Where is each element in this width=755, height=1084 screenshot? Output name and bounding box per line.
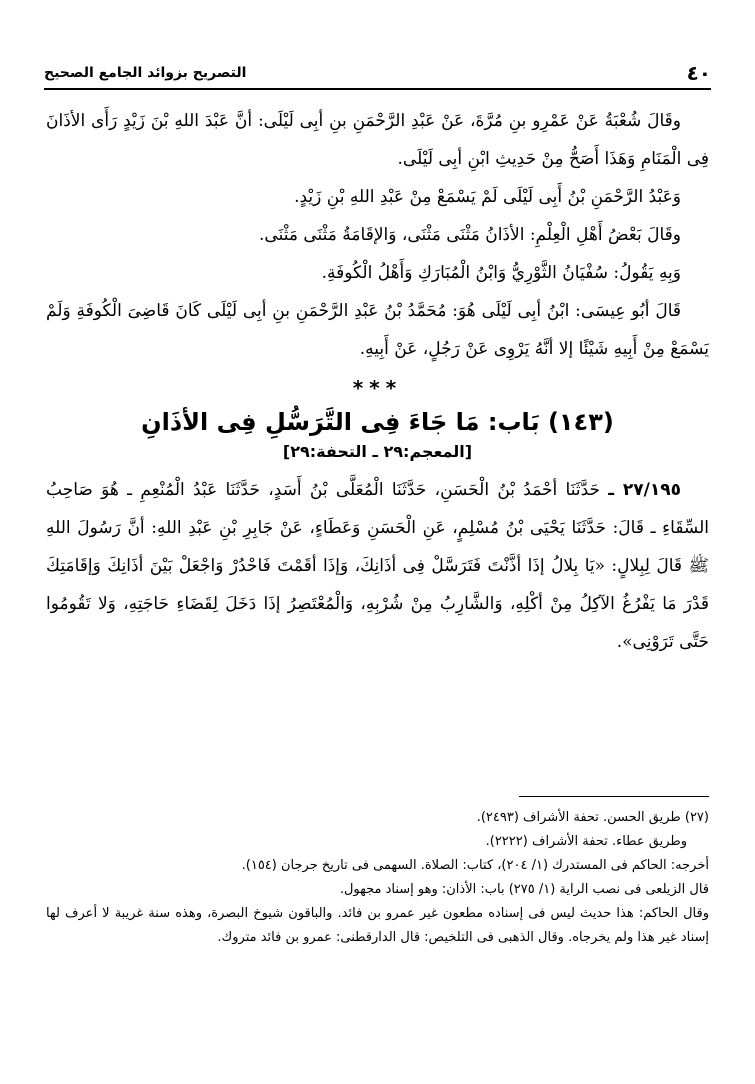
footnote: قال الزيلعى فى نصب الراية (١/ ٢٧٥) باب: الأذان: وهو إسناد مجهول. xyxy=(339,882,709,897)
footnote: (٢٧) طريق الحسن. تحفة الأشراف (٢٤٩٣). xyxy=(476,810,709,825)
page-header xyxy=(44,58,711,90)
paragraph: وَعَبْدُ الرَّحْمَنِ بْنُ أَبِى لَيْلَى لَمْ يَسْمَعْ مِنْ عَبْدِ اللهِ بْنِ زَيْدٍ. xyxy=(294,187,681,207)
footnote: وقال الحاكم: هذا حديث ليس فى إسناده مطعون غير عمرو بن فائد. والباقون شيوخ البصرة، وهذه سنة غريبة لا أعرف لها إسناد غير هذا ولم يخرجاه. وقال الذهبى فى التلخيص: قال الدارقطنى: عمرو بن فائد متروك. xyxy=(46,906,709,945)
chapter-reference: [المعجم:٢٩ ـ التحفة:٢٩] xyxy=(282,442,473,461)
running-title: التصريح بزوائد الجامع الصحيح xyxy=(44,65,247,81)
section-separator: *** xyxy=(352,376,403,400)
paragraph: وَبِهِ يَقُولُ: سُفْيَانُ الثَّوْرِيُّ وَابْنُ الْمُبَارَكِ وَأَهْلُ الْكُوفَةِ. xyxy=(321,263,681,283)
footnotes xyxy=(46,806,709,950)
paragraph: قَالَ أبُو عِيسَى: ابْنُ أبِى لَيْلَى هُوَ: مُحَمَّدُ بْنُ عَبْدِ الرَّحْمَنِ بنِ أبِى لَيْلَى كَانَ قَاضِىَ الْكُوفَةِ وَلَمْ يَسْمَعْ مِنْ أَبِيهِ شَيْئًا إلا أنَّهُ يَرْوِى عَنْ رَجُلٍ، عَنْ أَبِيهِ. xyxy=(46,301,709,359)
hadith-number: ٢٧/١٩٥ ـ xyxy=(608,480,681,500)
chapter-title: (١٤٣) بَاب: مَا جَاءَ فِى التَّرَسُّلِ فِى الأذَانِ xyxy=(141,408,614,436)
paragraph: وقَالَ شُعْبَةُ عَنْ عَمْرِو بنِ مُرَّةَ، عَنْ عَبْدِ الرَّحْمَنِ بنِ أبِى لَيْلَى: أنَّ عَبْدَ اللهِ بْنَ زَيْدٍ رَأَى الأذَانَ فِى الْمَنَامِ وَهَذَا أَصَحُّ مِنْ حَدِيثِ ابْنِ أبِى لَيْلَى. xyxy=(46,111,709,169)
main-text xyxy=(46,102,709,661)
footnote-divider xyxy=(519,796,709,797)
paragraph: وقَالَ بَعْضُ أَهْلِ الْعِلْمِ: الأذَانُ مَثْنَى مَثْنَى، وَالإقَامَةُ مَثْنَى مَثْنَى. xyxy=(259,225,681,245)
footnote: أخرجه: الحاكم فى المستدرك (١/ ٢٠٤)، كتاب: الصلاة. السهمى فى تاريخ جرجان (١٥٤). xyxy=(241,858,709,873)
hadith xyxy=(46,471,709,661)
hadith-text: حَدَّثَنَا أحْمَدُ بْنُ الْحَسَنِ، حَدَّثَنَا الْمُعَلَّى بْنُ أَسَدٍ، حَدَّثَنَا عَبْدُ الْمُنْعِمِ ـ هُوَ صَاحِبُ السِّقَاءِ ـ قَالَ: حَدَّثَنَا يَحْيَى بْنُ مُسْلِمٍ، عَنِ الْحَسَنِ وَعَطَاءٍ، عَنْ جَابِرِ بْنِ عَبْدِ اللهِ: أنَّ رَسُولَ اللهِ ﷺ قَالَ لِبِلالٍ: «يَا بِلالُ إذَا أذَّنْتَ فَتَرَسَّلْ فِى أذَانِكَ، وَإذَا أقَمْتَ فَاحْدُرْ وَاجْعَلْ بَيْنَ أذَانِكَ وَإقَامَتِكَ قَدْرَ مَا يَفْرُغُ الآكِلُ مِنْ أكْلِهِ، وَالشَّارِبُ مِنْ شُرْبِهِ، وَالْمُعْتَصِرُ إذَا دَخَلَ لِقَضَاءِ حَاجَتِهِ، وَلا تَقُومُوا حَتَّى تَرَوْنِى». xyxy=(46,480,709,652)
footnote: وطريق عطاء. تحفة الأشراف (٢٢٢٢). xyxy=(485,834,687,849)
page-number: ٤٠ xyxy=(686,61,711,85)
